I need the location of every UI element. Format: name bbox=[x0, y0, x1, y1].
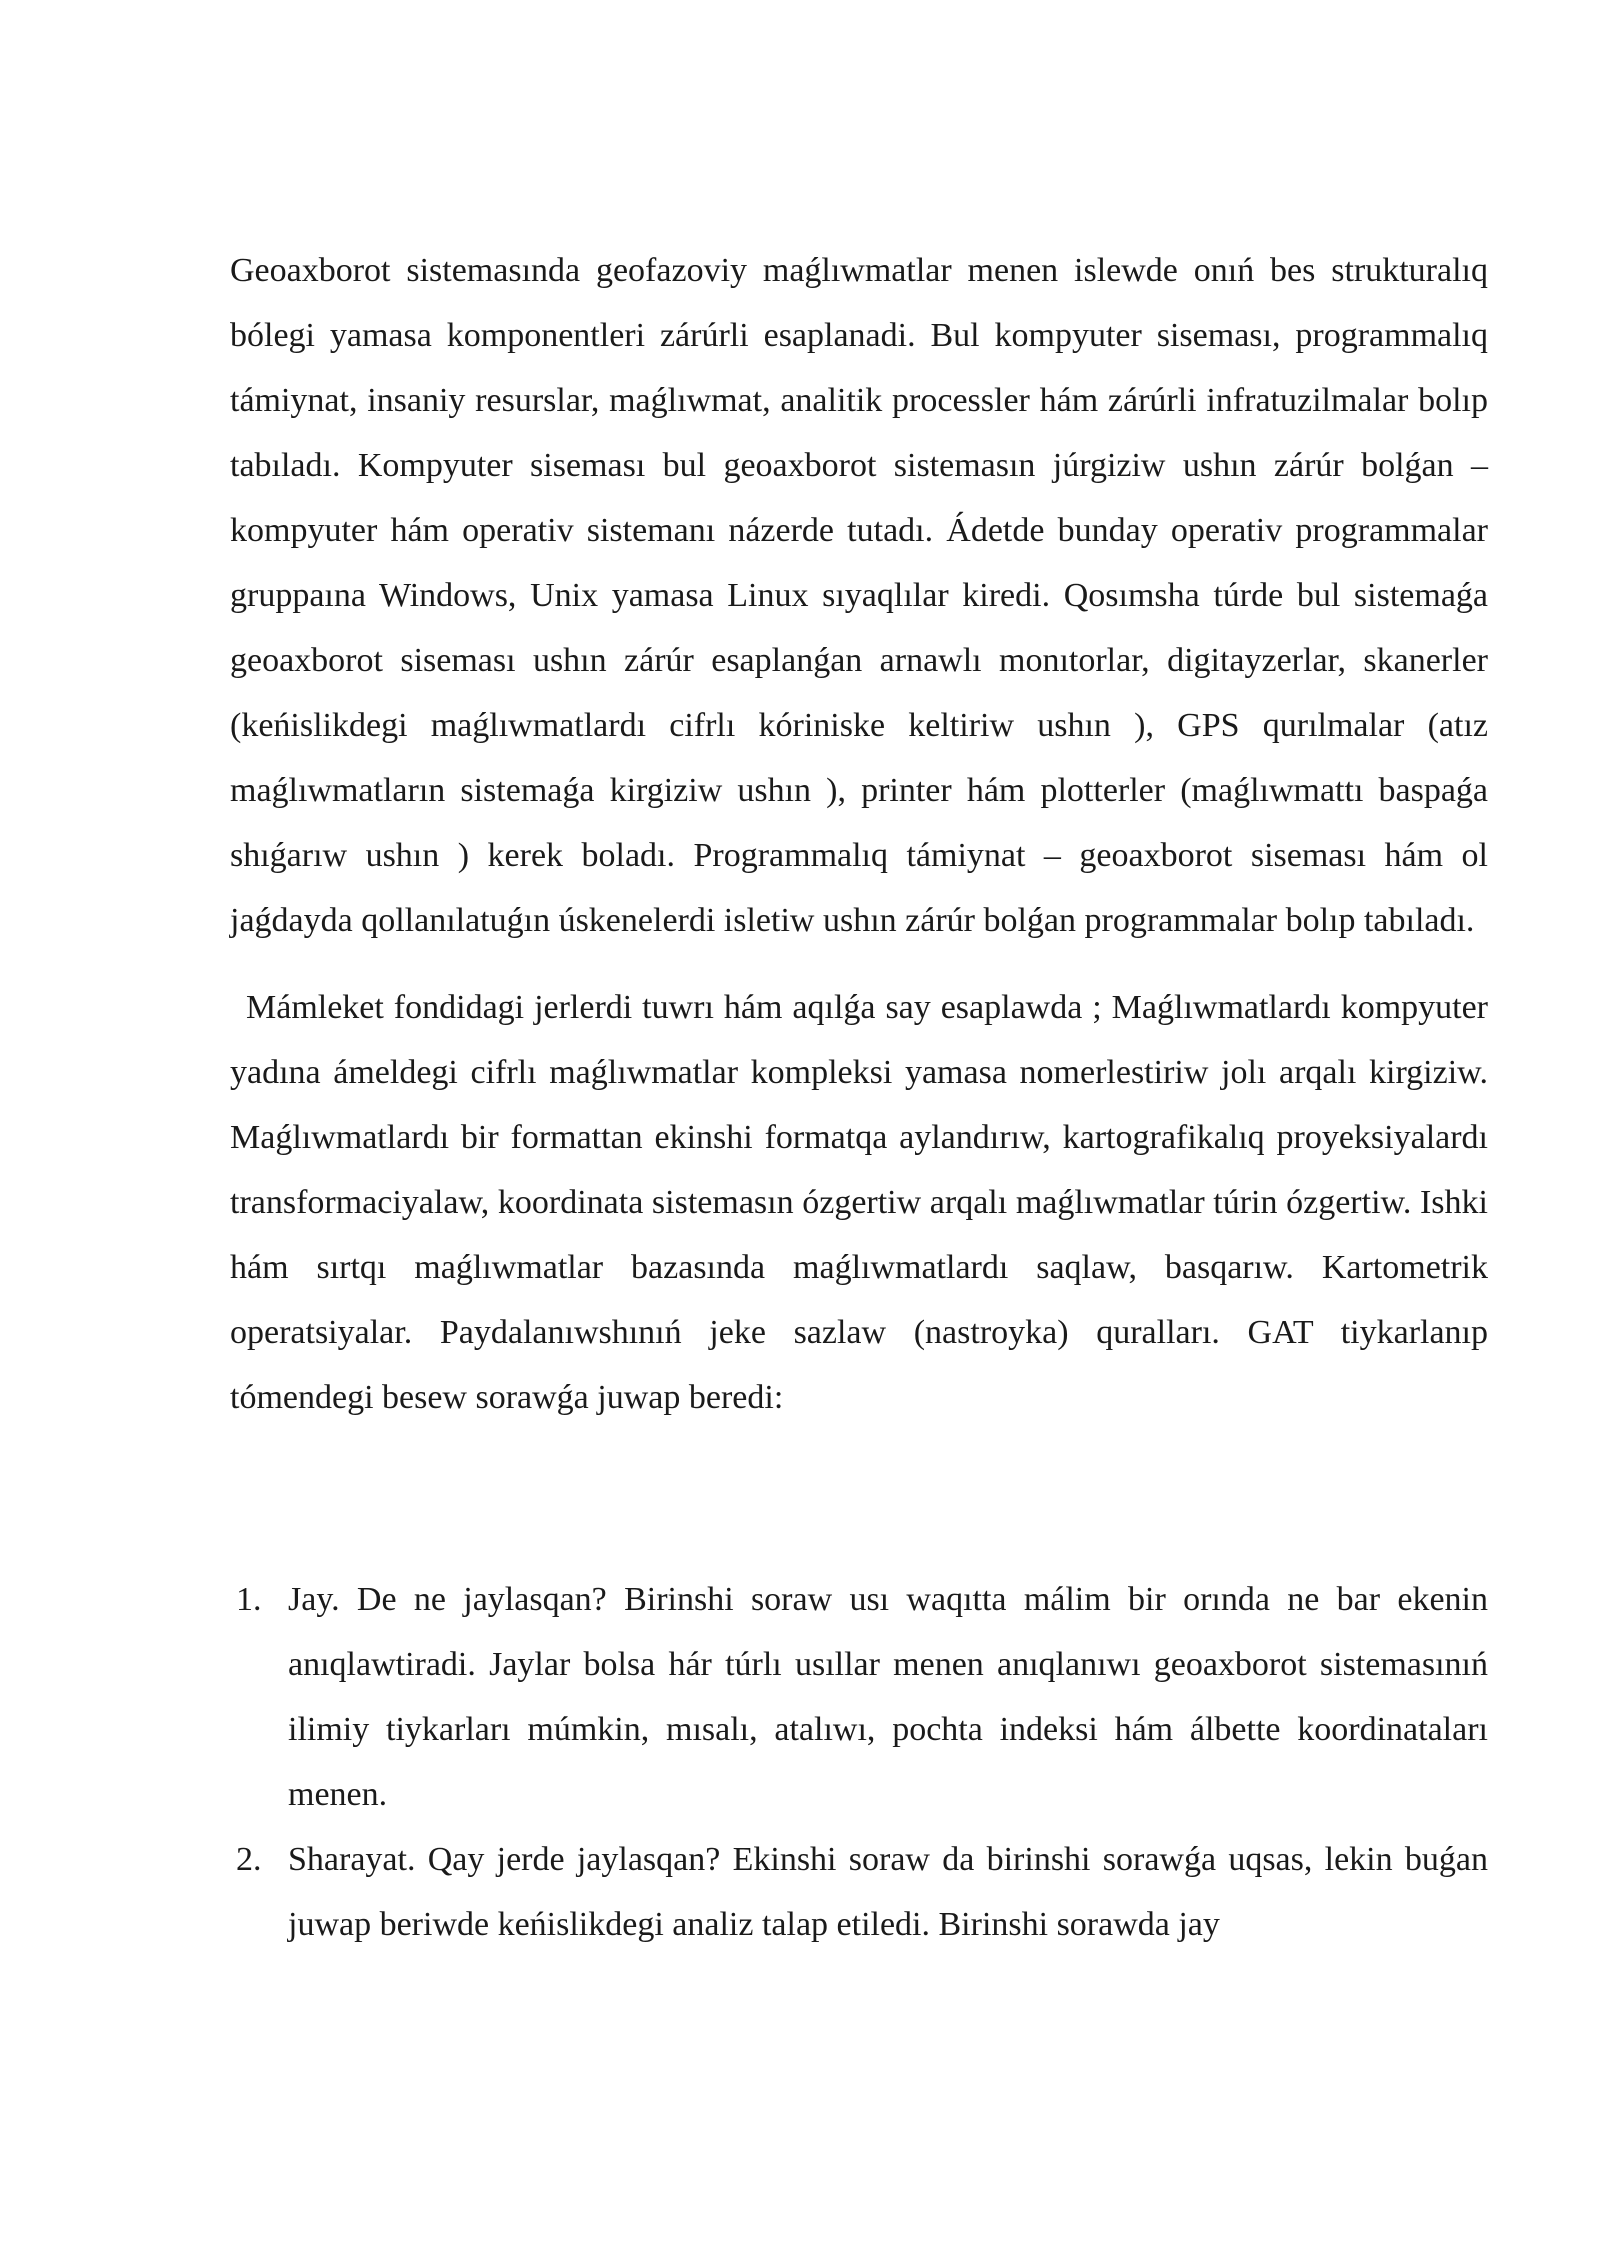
list-item-text: Jay. De ne jaylasqan? Birinshi soraw usı waqıtta málim bir orında ne bar ekenin anıqlawtiradi. Jaylar bolsa hár túrlı usıllar menen anıqlanıwı geoaxborot sistemasınıń ilimiy tiykarları múmkin, mısalı, atalıwı, pochta indeksi hám álbette koordinataları menen. bbox=[288, 1581, 1488, 1813]
numbered-list bbox=[230, 1567, 1488, 1957]
list-item-number: 2. bbox=[236, 1841, 262, 1878]
list-item bbox=[230, 1827, 1488, 1957]
document-page bbox=[230, 238, 1488, 1957]
list-item bbox=[230, 1567, 1488, 1827]
paragraph-land-fund-accounting: Mámleket fondidagi jerlerdi tuwrı hám aqılǵa say esaplawda ; Maǵlıwmatlardı kompyuter yadına ámeldegi cifrlı maǵlıwmatlar kompleksi yamasa nomerlestiriw jolı arqalı kirgiziw. Maǵlıwmatlardı bir formattan ekinshi formatqa aylandırıw, kartografikalıq proyeksiyalardı transformaciyalaw, koordinata sistemasın ózgertiw arqalı maǵlıwmatlar túrin ózgertiw. Ishki hám sırtqı maǵlıwmatlar bazasında maǵlıwmatlardı saqlaw, basqarıw. Kartometrik operatsiyalar. Paydalanıwshınıń jeke sazlaw (nastroyka) quralları. GAT tiykarlanıp tómendegi besew sorawǵa juwap beredi: bbox=[230, 989, 1488, 1416]
list-item-number: 1. bbox=[236, 1581, 262, 1618]
list-item-text: Sharayat. Qay jerde jaylasqan? Ekinshi soraw da birinshi sorawǵa uqsas, lekin buǵan juwap beriwde keńislikdegi analiz talap etiledi. Birinshi sorawda jay bbox=[288, 1841, 1488, 1943]
paragraph-gis-components: Geoaxborot sistemasında geofazoviy maǵlıwmatlar menen islewde onıń bes strukturalıq bólegi yamasa komponentleri zárúrli esaplanadi. Bul kompyuter siseması, programmalıq támiynat, insaniy resurslar, maǵlıwmat, analitik processler hám zárúrli infratuzilmalar bolıp tabıladı. Kompyuter siseması bul geoaxborot sistemasın júrgiziw ushın zárúr bolǵan – kompyuter hám operativ sistemanı názerde tutadı. Ádetde bunday operativ programmalar gruppaına Windows, Unix yamasa Linux sıyaqlılar kiredi. Qosımsha túrde bul sistemaǵa geoaxborot siseması ushın zárúr esaplanǵan arnawlı monıtorlar, digitayzerlar, skanerler (keńislikdegi maǵlıwmatlardı cifrlı kóriniske keltiriw ushın ), GPS qurılmalar (atız maǵlıwmatların sistemaǵa kirgiziw ushın ), printer hám plotterler (maǵlıwmattı baspaǵa shıǵarıw ushın ) kerek boladı. Programmalıq támiynat – geoaxborot siseması hám ol jaǵdayda qollanılatuǵın úskenelerdi isletiw ushın zárúr bolǵan programmalar bolıp tabıladı. bbox=[230, 252, 1488, 939]
